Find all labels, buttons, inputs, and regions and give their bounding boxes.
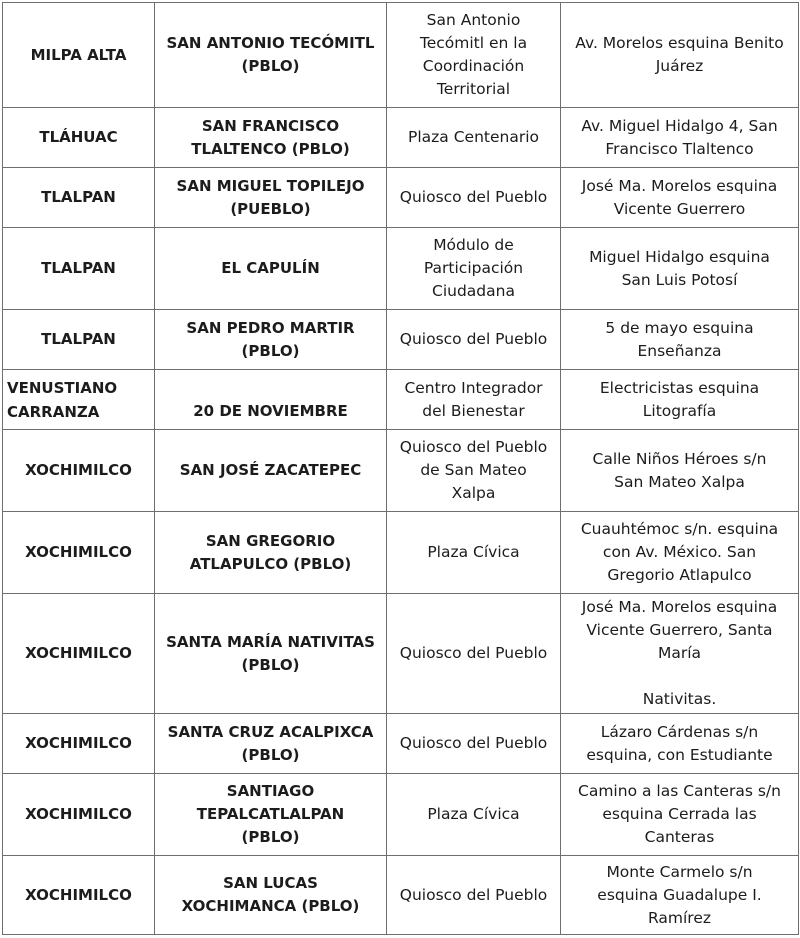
lugar-cell: SAN MIGUEL TOPILEJO (PUEBLO) — [155, 168, 387, 228]
direccion-cell: Calle Niños Héroes s/n San Mateo Xalpa — [561, 430, 799, 512]
direccion-cell: Camino a las Canteras s/n esquina Cerrada las Canteras — [561, 774, 799, 856]
lugar-cell: SAN ANTONIO TECÓMITL (PBLO) — [155, 3, 387, 108]
alcaldia-cell: TLALPAN — [3, 310, 155, 370]
sede-cell: Quiosco del Pueblo — [387, 310, 561, 370]
table-row — [3, 370, 799, 430]
alcaldia-cell: XOCHIMILCO — [3, 430, 155, 512]
table-row — [3, 228, 799, 310]
sede-cell: Plaza Centenario — [387, 108, 561, 168]
alcaldia-cell: TLÁHUAC — [3, 108, 155, 168]
lugar-cell: SAN GREGORIO ATLAPULCO (PBLO) — [155, 512, 387, 594]
direccion-cell: Lázaro Cárdenas s/n esquina, con Estudiante — [561, 714, 799, 774]
sede-cell: Plaza Cívica — [387, 774, 561, 856]
direccion-cell: Miguel Hidalgo esquina San Luis Potosí — [561, 228, 799, 310]
direccion-cell: Av. Morelos esquina Benito Juárez — [561, 3, 799, 108]
lugar-cell: SANTA MARÍA NATIVITAS (PBLO) — [155, 594, 387, 714]
direccion-cell: José Ma. Morelos esquina Vicente Guerrero — [561, 168, 799, 228]
table-row — [3, 430, 799, 512]
table-row — [3, 168, 799, 228]
lugar-cell: SANTA CRUZ ACALPIXCA (PBLO) — [155, 714, 387, 774]
sede-cell: Quiosco del Pueblo — [387, 714, 561, 774]
sede-cell: Quiosco del Pueblo — [387, 168, 561, 228]
lugar-cell: SAN FRANCISCO TLALTENCO (PBLO) — [155, 108, 387, 168]
lugar-cell: EL CAPULÍN — [155, 228, 387, 310]
alcaldia-cell: XOCHIMILCO — [3, 856, 155, 935]
table-row — [3, 714, 799, 774]
alcaldia-cell: TLALPAN — [3, 168, 155, 228]
alcaldia-cell: MILPA ALTA — [3, 3, 155, 108]
table-row — [3, 594, 799, 714]
alcaldia-cell: XOCHIMILCO — [3, 714, 155, 774]
direccion-cell: Av. Miguel Hidalgo 4, San Francisco Tlaltenco — [561, 108, 799, 168]
lugar-cell: 20 DE NOVIEMBRE — [155, 370, 387, 430]
alcaldia-cell: VENUSTIANO CARRANZA — [3, 370, 155, 430]
table-row — [3, 774, 799, 856]
sede-cell: Módulo de Participación Ciudadana — [387, 228, 561, 310]
alcaldia-cell: TLALPAN — [3, 228, 155, 310]
direccion-cell: Monte Carmelo s/n esquina Guadalupe I. Ramírez — [561, 856, 799, 935]
direccion-cell: José Ma. Morelos esquina Vicente Guerrero, Santa María Nativitas. — [561, 594, 799, 714]
lugar-cell: SAN PEDRO MARTIR (PBLO) — [155, 310, 387, 370]
table-row — [3, 108, 799, 168]
direccion-cell: Cuauhtémoc s/n. esquina con Av. México. San Gregorio Atlapulco — [561, 512, 799, 594]
lugar-cell: SANTIAGO TEPALCATLALPAN (PBLO) — [155, 774, 387, 856]
direccion-cell: 5 de mayo esquina Enseñanza — [561, 310, 799, 370]
alcaldia-cell: XOCHIMILCO — [3, 594, 155, 714]
table-row — [3, 310, 799, 370]
locations-table — [2, 2, 799, 935]
sede-cell: Centro Integrador del Bienestar — [387, 370, 561, 430]
lugar-cell: SAN LUCAS XOCHIMANCA (PBLO) — [155, 856, 387, 935]
lugar-cell: SAN JOSÉ ZACATEPEC — [155, 430, 387, 512]
direccion-cell: Electricistas esquina Litografía — [561, 370, 799, 430]
alcaldia-cell: XOCHIMILCO — [3, 512, 155, 594]
table-row — [3, 512, 799, 594]
alcaldia-cell: XOCHIMILCO — [3, 774, 155, 856]
sede-cell: Quiosco del Pueblo — [387, 594, 561, 714]
sede-cell: Plaza Cívica — [387, 512, 561, 594]
sede-cell: Quiosco del Pueblo de San Mateo Xalpa — [387, 430, 561, 512]
table-row — [3, 3, 799, 108]
sede-cell: Quiosco del Pueblo — [387, 856, 561, 935]
sede-cell: San Antonio Tecómitl en la Coordinación Territorial — [387, 3, 561, 108]
table-row — [3, 856, 799, 935]
